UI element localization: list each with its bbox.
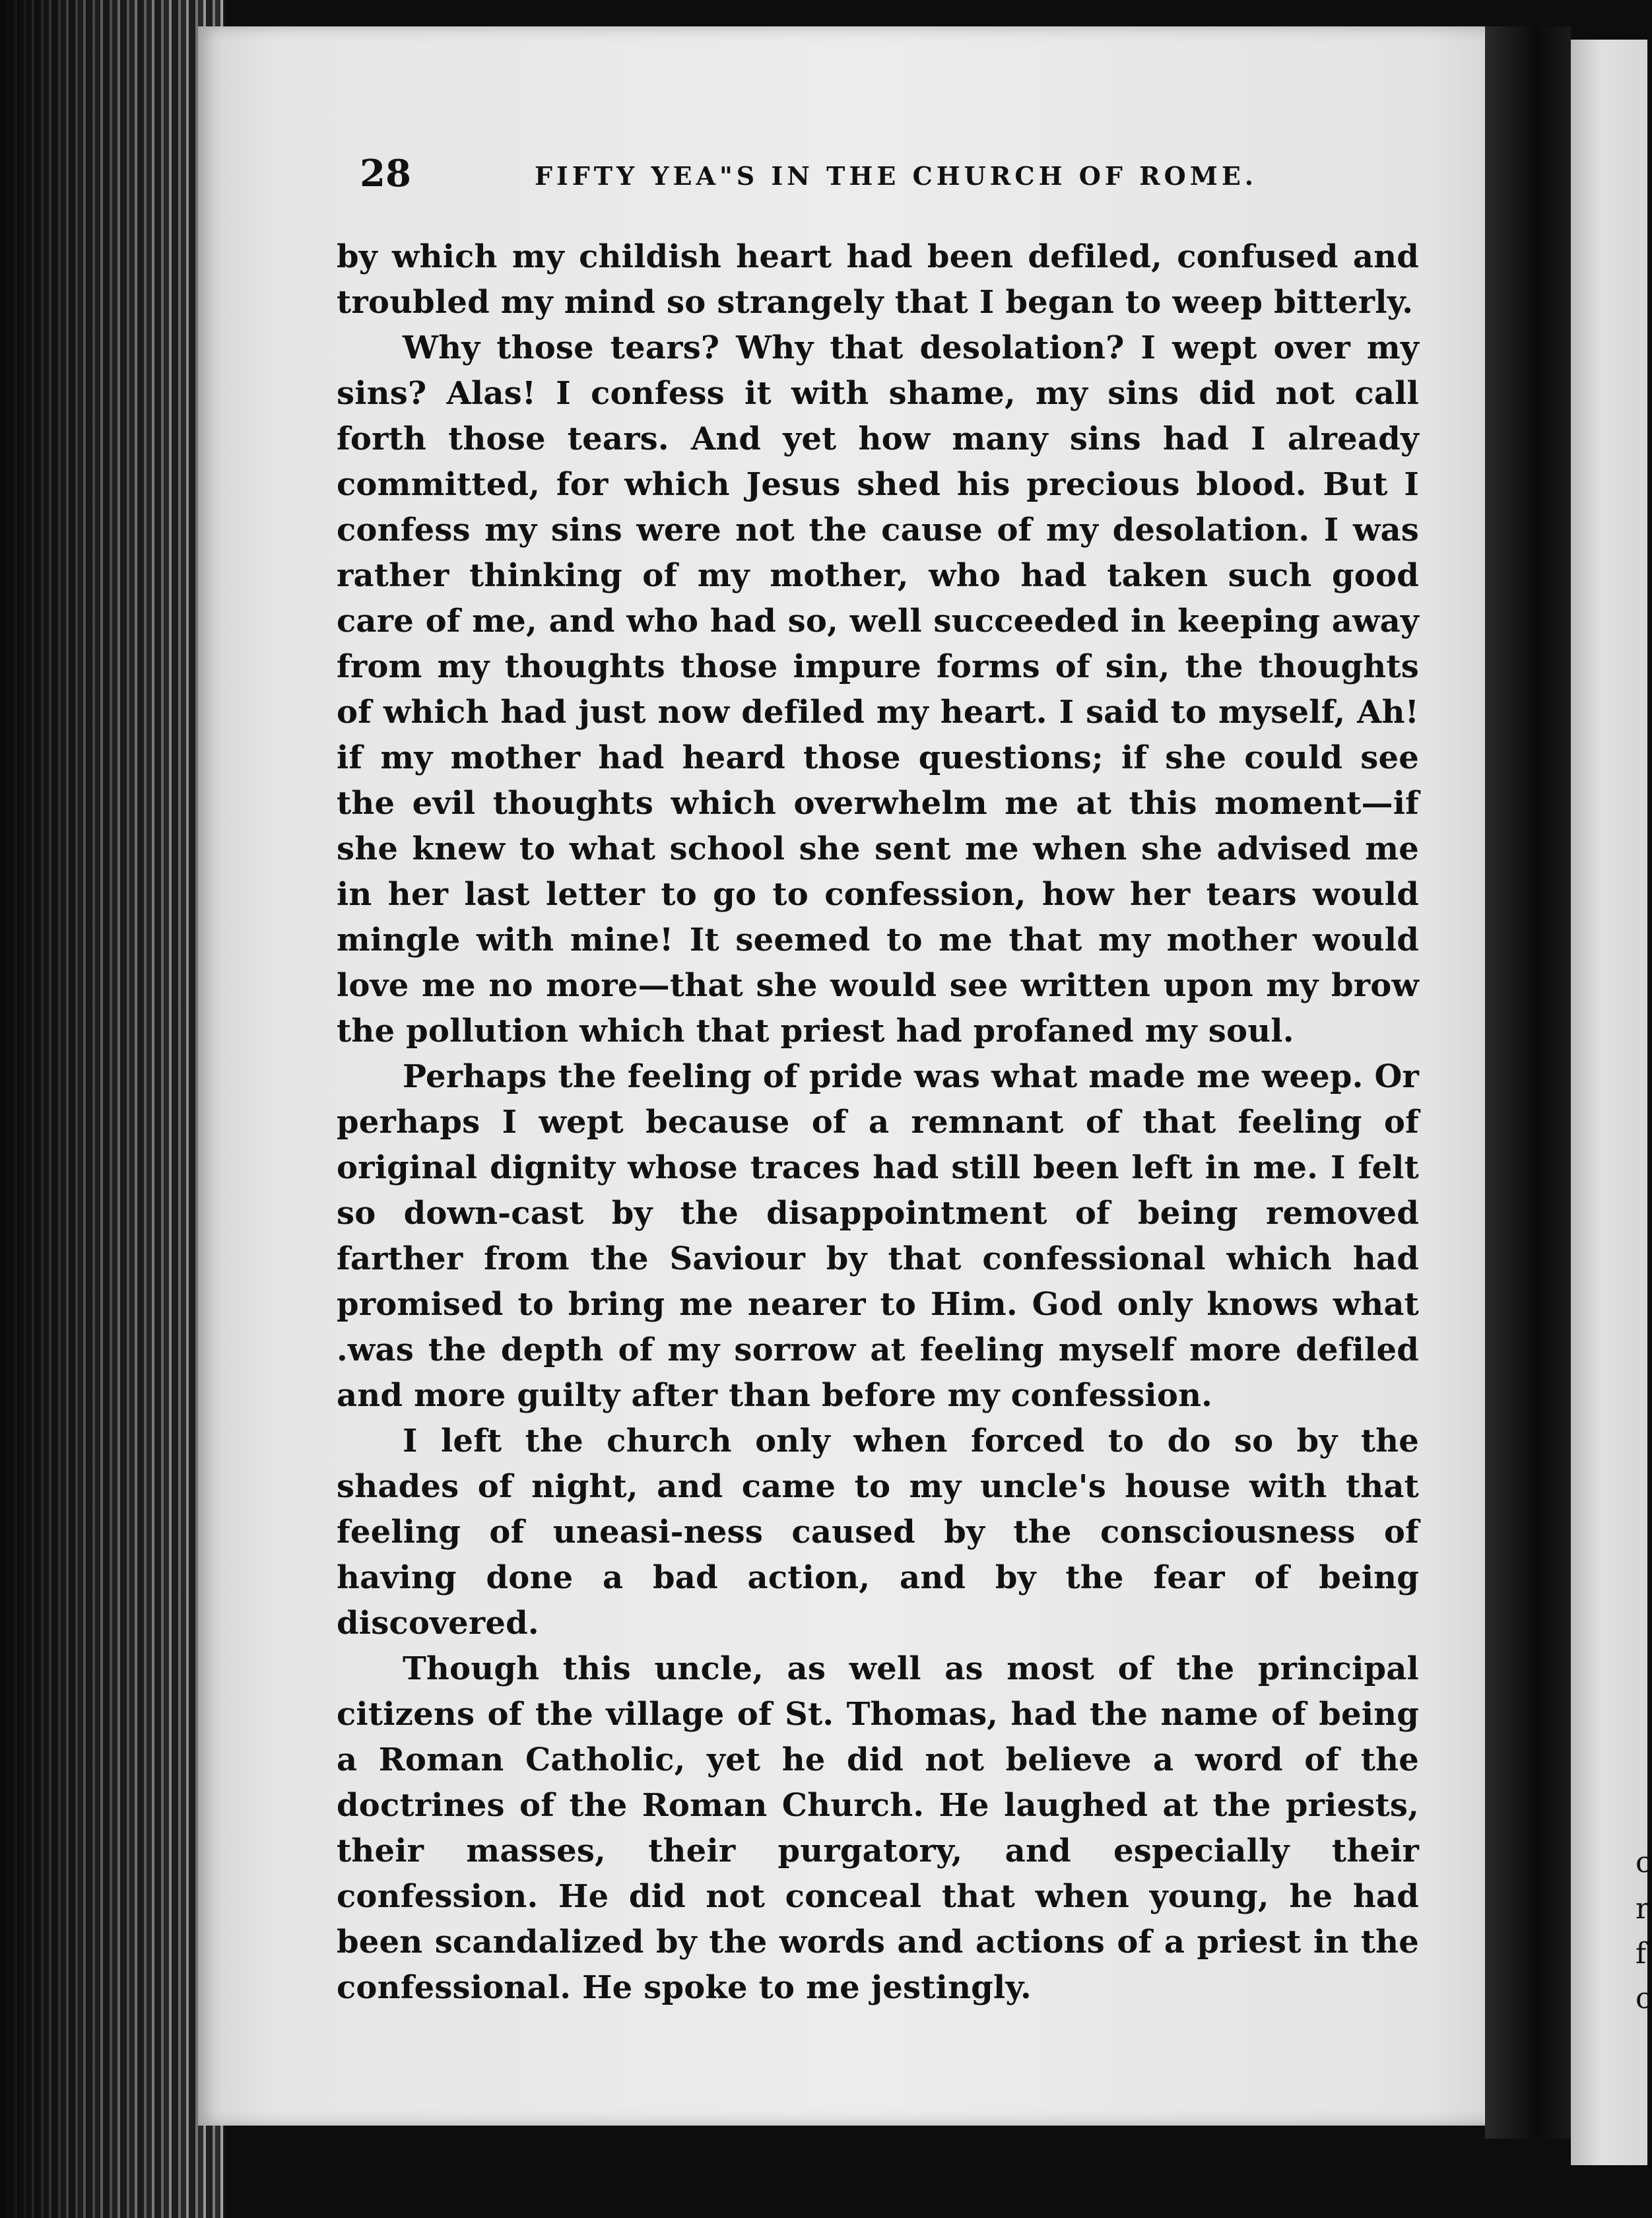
next-page-fragment: f — [1635, 1937, 1647, 1970]
paragraph: Why those tears? Why that desolation? I wept over my sins? Alas! I confess it with shame, my sins did not call forth those tears. And yet how many sins had I already committed, for which Jesus shed his precious blood. But I confess my sins were not the cause of my desolation. I was rather thinking of my mother, who had taken such good care of me, and who had so, well succeeded in keeping away from my thoughts those impure forms of sin, the thoughts of which had just now defiled my heart. I said to myself, Ah! if my mother had heard those questions; if she could see the evil thoughts which overwhelm me at this moment—if she knew to what school she sent me when she advised me in her last letter to go to confession, how her tears would mingle with mine! It seemed to me that my mother would love me no more—that she would see written upon my brow the pollution which that priest had profaned my soul. — [337, 329, 1419, 1050]
next-page-fragment: r — [1635, 1892, 1650, 1926]
body-text — [337, 234, 1419, 2011]
book-page-edges — [0, 0, 224, 2218]
page-header — [360, 152, 1271, 198]
page-number: 28 — [360, 152, 411, 195]
next-page-sliver — [1571, 40, 1652, 2165]
paragraph: I left the church only when forced to do so by the shades of night, and came to my uncle's house with that feeling of uneasi-ness caused by the consciousness of having done a bad action, and by the fear of being discovered. — [337, 1423, 1419, 1642]
running-title: FIFTY YEA"S IN THE CHURCH OF ROME. — [535, 161, 1258, 191]
paragraph: Though this uncle, as well as most of the principal citizens of the village of St. Thomas, had the name of being a Roman Catholic, yet he did not believe a word of the doctrines of the Roman Church. He laughed at the priests, their masses, their purgatory, and especially their confession. He did not conceal that when young, he had been scandalized by the words and actions of a priest in the confessional. He spoke to me jestingly. — [337, 1650, 1419, 2006]
paragraph: Perhaps the feeling of pride was what made me weep. Or perhaps I wept because of a remnant of that feeling of original dignity whose traces had still been left in me. I felt so down-cast by the disappointment of being removed farther from the Saviour by that confessional which had promised to bring me nearer to Him. God only knows what .was the depth of my sorrow at feeling myself more defiled and more guilty after than before my confession. — [337, 1058, 1419, 1414]
next-page-fragment: c — [1635, 1982, 1652, 2015]
binding-gutter — [1485, 26, 1571, 2139]
paragraph-continued: by which my childish heart had been defiled, confused and troubled my mind so strangely that I began to weep bitterly. — [337, 238, 1419, 321]
next-page-fragment: c — [1635, 1846, 1652, 1879]
